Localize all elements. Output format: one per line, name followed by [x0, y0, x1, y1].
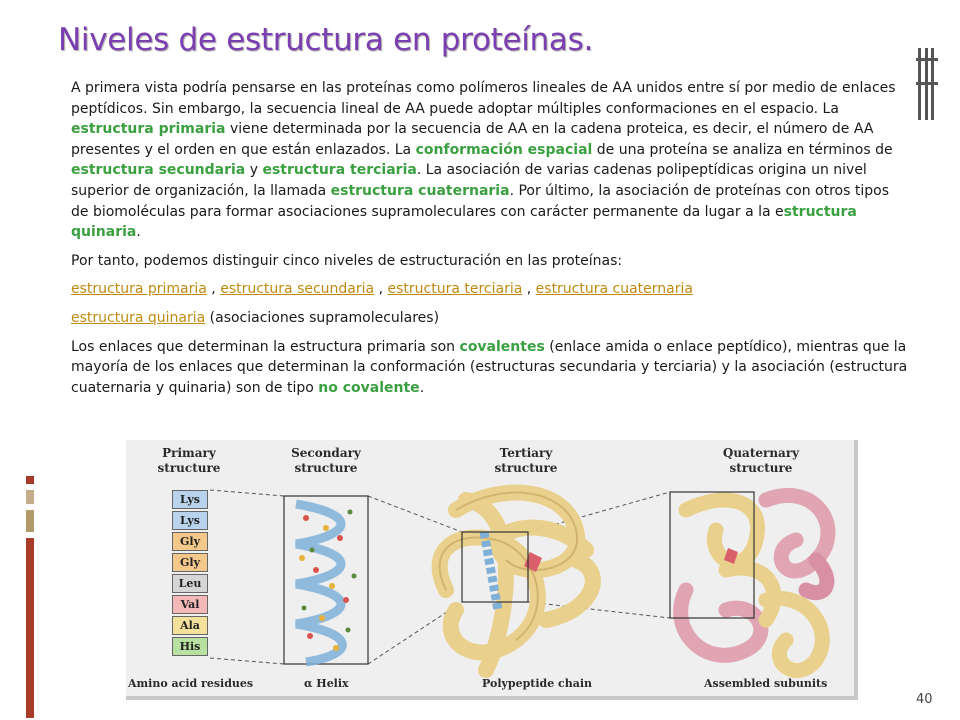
amino-acid-residue: Lys	[172, 511, 208, 530]
link-estructura-secundaria[interactable]: estructura secundaria	[220, 281, 375, 298]
highlight-quinaria: structura quinaria	[71, 203, 857, 241]
decorative-lines-icon	[916, 48, 938, 120]
highlight-cuaternaria: estructura cuaternaria	[330, 182, 510, 199]
paragraph-levels: Por tanto, podemos distinguir cinco niveles de estructuración en las proteínas:	[71, 252, 623, 269]
caption-assembled-subunits: Assembled subunits	[704, 677, 828, 690]
protein-structure-figure	[126, 440, 858, 700]
highlight-terciaria: estructura terciaria	[262, 162, 417, 179]
amino-acid-residue: Val	[172, 595, 208, 614]
highlight-covalentes: covalentes	[459, 338, 545, 355]
links-line-2	[71, 308, 909, 329]
figure-title-secondary: Secondary structure	[291, 446, 361, 475]
text-span: viene determinada por la secuencia de AA en la cadena proteica, es decir, el número de AA presentes y el orden en que están enlazados. La	[71, 121, 874, 158]
link-estructura-terciaria[interactable]: estructura terciaria	[387, 281, 523, 298]
amino-acid-residue: Gly	[172, 553, 208, 572]
paragraph-bonds	[71, 337, 909, 399]
caption-alpha-helix: α Helix	[304, 677, 349, 690]
link-estructura-quinaria[interactable]: estructura quinaria	[71, 309, 206, 326]
text-span: . La asociación de varias cadenas polipeptídicas origina un nivel superior de organización, la llamada	[71, 162, 867, 199]
text-span: . Por último, la asociación de proteínas con otros tipos de biomoléculas para formar asociaciones supramoleculares con carácter permanente da lugar a la e	[71, 182, 889, 220]
text-span: .	[419, 379, 425, 396]
amino-acid-residue: Gly	[172, 532, 208, 551]
paragraph-intro	[71, 78, 909, 243]
link-estructura-primaria[interactable]: estructura primaria	[71, 281, 207, 298]
highlight-no-covalente: no covalente	[318, 379, 420, 396]
links-line	[71, 279, 909, 300]
text-span: A primera vista podría pensarse en las proteínas como polímeros lineales de AA unidos entre sí por medio de enlaces peptídicos. Sin embargo, la secuencia lineal de AA puede adoptar múltiples conformaciones en el espacio. La	[71, 80, 896, 117]
highlight-secundaria: estructura secundaria	[71, 162, 246, 179]
highlight-conformacion: conformación espacial	[415, 141, 593, 158]
slide-body	[71, 78, 909, 406]
text-span: y	[245, 162, 263, 179]
link-estructura-cuaternaria[interactable]: estructura cuaternaria	[535, 281, 693, 298]
structure-illustration	[126, 440, 854, 696]
highlight-primaria: estructura primaria	[71, 121, 226, 138]
text-span: .	[136, 224, 141, 241]
amino-acid-residue: Leu	[172, 574, 208, 593]
figure-title-quaternary: Quaternary structure	[722, 446, 800, 475]
caption-amino-acid-residues: Amino acid residues	[128, 677, 254, 690]
figure-title-tertiary: Tertiary structure	[494, 446, 558, 475]
text-span: Los enlaces que determinan la estructura primaria son	[71, 338, 460, 355]
separator: ,	[522, 281, 536, 298]
figure-title-primary: Primary structure	[157, 446, 221, 475]
slide-title: Niveles de estructura en proteínas.	[58, 22, 593, 58]
separator: ,	[374, 281, 388, 298]
separator: ,	[206, 281, 221, 298]
page-number: 40	[916, 692, 933, 707]
decorative-side-bar	[26, 476, 34, 718]
text-span: (asociaciones supramoleculares)	[205, 309, 440, 326]
amino-acid-residue: Lys	[172, 490, 208, 509]
text-span: (enlace amida o enlace peptídico), mientras que la mayoría de los enlaces que determinan la conformación (estructuras secundaria y terciaria) y la asociación (estructura cuaternaria y quinaria) son de tipo	[71, 338, 908, 396]
amino-acid-residue: Ala	[172, 616, 208, 635]
text-span: de una proteína se analiza en términos de	[592, 141, 893, 158]
caption-polypeptide-chain: Polypeptide chain	[482, 677, 593, 690]
amino-acid-residue: His	[172, 637, 208, 656]
